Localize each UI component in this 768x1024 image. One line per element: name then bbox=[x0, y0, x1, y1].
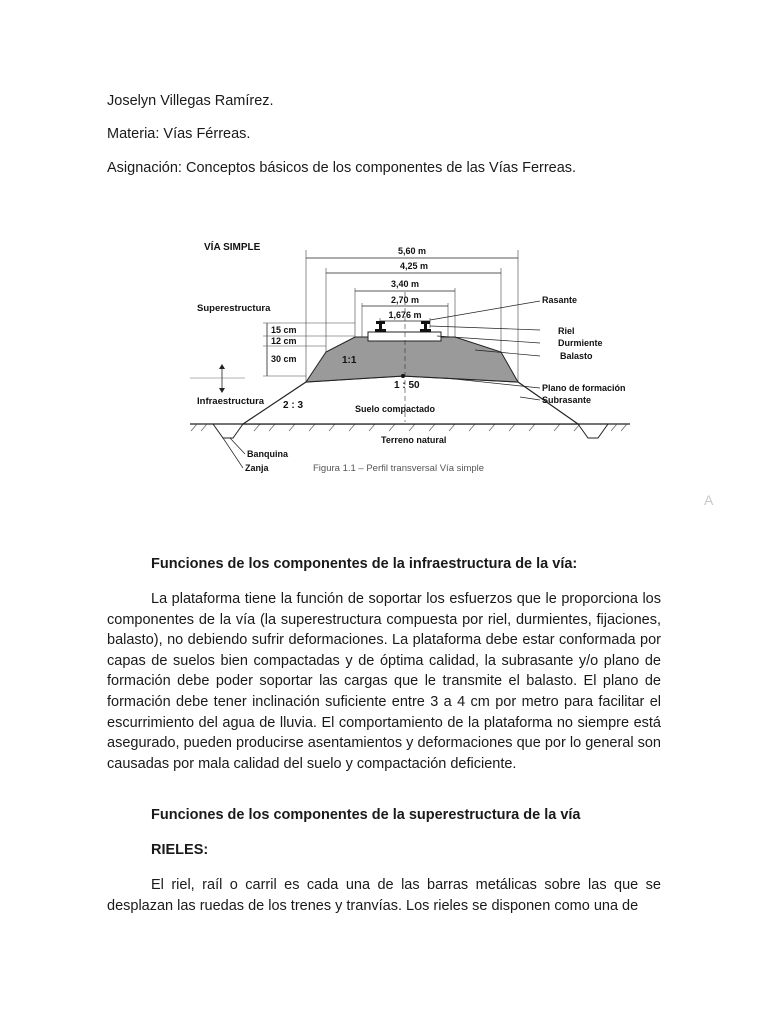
section1-heading: Funciones de los componentes de la infraestructura de la vía: bbox=[151, 556, 578, 572]
author-line: Joselyn Villegas Ramírez. bbox=[107, 93, 274, 109]
section2-heading: Funciones de los componentes de la superestructura de la vía bbox=[151, 807, 581, 823]
label-infraestructura: Infraestructura bbox=[197, 396, 265, 407]
section1-text: La plataforma tiene la función de soportar los esfuerzos que le proporciona los componentes de la vía (la superestructura compuesta por riel, durmientes, fijaciones, balasto), no debiendo sufrir deformaciones. La plataforma debe estar conformada por capas de suelos bien compactadas y de óptima calidad, la subrasante y/o plano de formación debe poder soportar las cargas que le transmite el balasto. El plano de formación debe tener inclinación suficiente entre 3 a 4 cm por metro para facilitar el escurrimiento del agua de lluvia. El comportamiento de la plataforma no siempre está asegurado, pueden producirse asentamientos y deformaciones que por lo general son causadas por mala calidad del suelo y compactación deficiente. bbox=[107, 591, 661, 772]
formation-crown-dot bbox=[401, 374, 405, 378]
figure-caption: Figura 1.1 – Perfil transversal Vía simple bbox=[313, 463, 485, 474]
width-1676: 1,676 m bbox=[388, 310, 422, 320]
label-banquina: Banquina bbox=[247, 449, 289, 459]
label-rasante: Rasante bbox=[542, 295, 578, 305]
ground-hatching bbox=[191, 424, 627, 431]
depth-12cm: 12 cm bbox=[271, 336, 297, 346]
ballast bbox=[306, 337, 518, 382]
depth-15cm: 15 cm bbox=[271, 325, 297, 335]
label-durmiente: Durmiente bbox=[558, 338, 603, 348]
slope-formation: 1 : 50 bbox=[394, 380, 420, 391]
left-ditch bbox=[213, 424, 243, 438]
section2-text: El riel, raíl o carril es cada una de las barras metálicas sobre las que se desplazan las ruedas de los trenes y tranvías. Los rieles se disponen como una de bbox=[107, 877, 661, 914]
depth-30cm: 30 cm bbox=[271, 354, 297, 364]
label-terreno-natural: Terreno natural bbox=[381, 435, 447, 445]
subject-line: Materia: Vías Férreas. bbox=[107, 126, 251, 142]
assignment-line: Asignación: Conceptos básicos de los componentes de las Vías Ferreas. bbox=[107, 160, 577, 176]
label-subrasante: Subrasante bbox=[542, 395, 592, 405]
width-560: 5,60 m bbox=[397, 246, 427, 256]
width-270: 2,70 m bbox=[390, 295, 420, 305]
section2-subheading: RIELES: bbox=[151, 842, 209, 858]
rails bbox=[375, 321, 431, 332]
sleeper bbox=[368, 332, 441, 341]
section1-body bbox=[107, 589, 661, 774]
width-425: 4,25 m bbox=[399, 261, 429, 271]
track-cross-section-figure bbox=[185, 232, 645, 480]
label-suelo-compactado: Suelo compactado bbox=[355, 404, 436, 414]
label-plano-formacion: Plano de formación bbox=[542, 383, 626, 393]
slope-embankment: 2 : 3 bbox=[283, 400, 304, 411]
label-riel: Riel bbox=[558, 326, 575, 336]
label-superestructura: Superestructura bbox=[197, 303, 271, 314]
figure-title: VÍA SIMPLE bbox=[204, 242, 261, 253]
right-ditch bbox=[578, 424, 608, 438]
slope-ballast: 1:1 bbox=[342, 355, 357, 366]
label-zanja: Zanja bbox=[245, 463, 269, 473]
label-balasto: Balasto bbox=[560, 351, 593, 361]
stray-mark: A bbox=[704, 492, 714, 508]
section2-body bbox=[107, 875, 661, 916]
width-340: 3,40 m bbox=[390, 279, 420, 289]
